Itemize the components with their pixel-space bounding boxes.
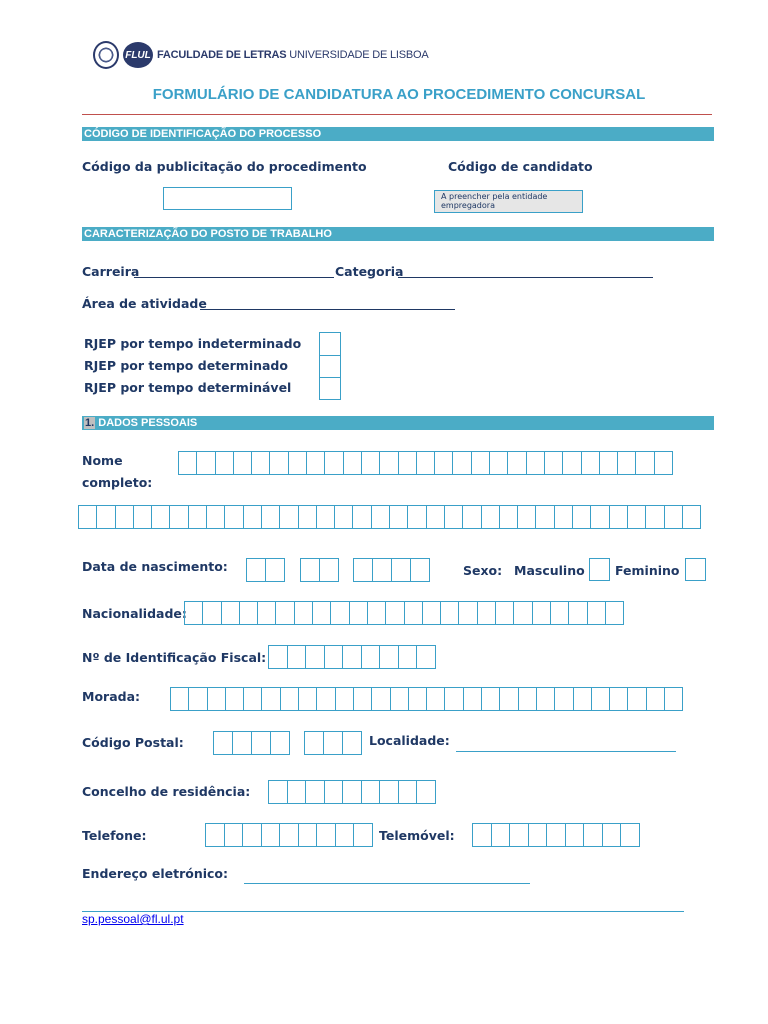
char-cell[interactable] [261, 687, 280, 711]
full-name-row2[interactable] [78, 505, 700, 529]
char-cell[interactable] [587, 601, 606, 625]
nationality-label: Nacionalidade: [82, 606, 187, 621]
char-cell[interactable] [352, 505, 371, 529]
char-cell[interactable] [133, 505, 152, 529]
tax-id-label: Nº de Identificação Fiscal: [82, 650, 267, 665]
char-cell[interactable] [279, 823, 299, 847]
char-cell[interactable] [517, 505, 536, 529]
char-cell[interactable] [371, 505, 390, 529]
char-cell[interactable] [654, 451, 673, 475]
char-cell[interactable] [573, 687, 592, 711]
char-cell[interactable] [481, 687, 500, 711]
char-cell[interactable] [408, 687, 427, 711]
char-cell[interactable] [304, 731, 324, 755]
category-label: Categoria [335, 264, 404, 279]
char-cell[interactable] [489, 451, 508, 475]
char-cell[interactable] [462, 505, 481, 529]
char-cell[interactable] [532, 601, 551, 625]
char-cell[interactable] [251, 451, 270, 475]
address-label: Morada: [82, 689, 141, 704]
char-cell[interactable] [440, 601, 459, 625]
phone-cells[interactable] [205, 823, 372, 847]
career-label: Carreira [82, 264, 140, 279]
char-cell[interactable] [526, 451, 545, 475]
char-cell[interactable] [599, 451, 618, 475]
male-label: Masculino [514, 563, 585, 578]
contract-option-determinate: RJEP por tempo determinado [84, 358, 288, 373]
birth-month-cells[interactable] [300, 558, 338, 582]
char-cell[interactable] [609, 505, 628, 529]
char-cell[interactable] [410, 558, 430, 582]
locality-input[interactable] [456, 751, 676, 752]
postal-code-label: Código Postal: [82, 735, 184, 750]
char-cell[interactable] [458, 601, 477, 625]
char-cell[interactable] [550, 601, 569, 625]
birth-date-label: Data de nascimento: [82, 559, 228, 574]
char-cell[interactable] [287, 645, 307, 669]
university-seal-icon [93, 41, 119, 69]
char-cell[interactable] [544, 451, 563, 475]
section-title: DADOS PESSOAIS [98, 417, 198, 429]
char-cell[interactable] [224, 823, 244, 847]
char-cell[interactable] [306, 451, 325, 475]
mobile-label: Telemóvel: [379, 828, 455, 843]
char-cell[interactable] [416, 645, 436, 669]
char-cell[interactable] [391, 558, 411, 582]
career-input[interactable] [134, 277, 334, 278]
char-cell[interactable] [279, 505, 298, 529]
faculty-name-bold: FACULDADE DE LETRAS [157, 49, 287, 61]
char-cell[interactable] [509, 823, 529, 847]
nationality-cells[interactable] [184, 601, 623, 625]
char-cell[interactable] [257, 601, 276, 625]
char-cell[interactable] [471, 451, 490, 475]
char-cell[interactable] [568, 601, 587, 625]
char-cell[interactable] [205, 823, 225, 847]
char-cell[interactable] [481, 505, 500, 529]
char-cell[interactable] [246, 558, 266, 582]
char-cell[interactable] [583, 823, 603, 847]
char-cell[interactable] [169, 505, 188, 529]
char-cell[interactable] [513, 601, 532, 625]
char-cell[interactable] [390, 687, 409, 711]
email-input[interactable] [244, 883, 530, 884]
char-cell[interactable] [184, 601, 203, 625]
char-cell[interactable] [444, 687, 463, 711]
birth-day-cells[interactable] [246, 558, 284, 582]
char-cell[interactable] [300, 558, 320, 582]
form-title: FORMULÁRIO DE CANDIDATURA AO PROCEDIMENTO CONCURSAL [152, 86, 646, 103]
char-cell[interactable] [609, 687, 628, 711]
char-cell[interactable] [416, 451, 435, 475]
char-cell[interactable] [562, 451, 581, 475]
char-cell[interactable] [620, 823, 640, 847]
char-cell[interactable] [495, 601, 514, 625]
section-header-personal [82, 416, 714, 430]
candidate-code-label: Código de candidato [448, 159, 593, 174]
char-cell[interactable] [215, 451, 234, 475]
char-cell[interactable] [294, 601, 313, 625]
char-cell[interactable] [398, 451, 417, 475]
char-cell[interactable] [298, 687, 317, 711]
char-cell[interactable] [416, 780, 436, 804]
char-cell[interactable] [361, 645, 381, 669]
hr-email-link[interactable]: sp.pessoal@fl.ul.pt [82, 912, 184, 926]
char-cell[interactable] [499, 687, 518, 711]
char-cell[interactable] [268, 780, 288, 804]
char-cell[interactable] [472, 823, 492, 847]
faculty-logo [93, 40, 429, 70]
phone-label: Telefone: [82, 828, 147, 843]
mobile-cells[interactable] [472, 823, 639, 847]
tax-id-cells[interactable] [268, 645, 435, 669]
char-cell[interactable] [535, 505, 554, 529]
char-cell[interactable] [371, 687, 390, 711]
contract-option-indeterminate: RJEP por tempo indeterminado [84, 336, 302, 351]
char-cell[interactable] [265, 558, 285, 582]
char-cell[interactable] [444, 505, 463, 529]
char-cell[interactable] [361, 780, 381, 804]
char-cell[interactable] [324, 645, 344, 669]
char-cell[interactable] [554, 687, 573, 711]
char-cell[interactable] [261, 505, 280, 529]
char-cell[interactable] [178, 451, 197, 475]
char-cell[interactable] [572, 505, 591, 529]
char-cell[interactable] [316, 823, 336, 847]
char-cell[interactable] [206, 505, 225, 529]
char-cell[interactable] [288, 451, 307, 475]
char-cell[interactable] [242, 823, 262, 847]
char-cell[interactable] [239, 601, 258, 625]
char-cell[interactable] [324, 780, 344, 804]
char-cell[interactable] [565, 823, 585, 847]
char-cell[interactable] [335, 823, 355, 847]
char-cell[interactable] [617, 451, 636, 475]
municipality-cells[interactable] [268, 780, 435, 804]
char-cell[interactable] [305, 645, 325, 669]
category-input[interactable] [398, 277, 653, 278]
activity-area-input[interactable] [200, 309, 455, 310]
char-cell[interactable] [342, 731, 362, 755]
char-cell[interactable] [398, 780, 418, 804]
char-cell[interactable] [261, 823, 281, 847]
section-number: 1. [85, 417, 95, 429]
char-cell[interactable] [342, 645, 362, 669]
char-cell[interactable] [404, 601, 423, 625]
char-cell[interactable] [312, 601, 331, 625]
char-cell[interactable] [334, 505, 353, 529]
faculty-name-regular: UNIVERSIDADE DE LISBOA [289, 49, 429, 61]
char-cell[interactable] [316, 687, 335, 711]
char-cell[interactable] [319, 558, 339, 582]
char-cell[interactable] [379, 451, 398, 475]
char-cell[interactable] [305, 780, 325, 804]
char-cell[interactable] [232, 731, 252, 755]
char-cell[interactable] [635, 451, 654, 475]
candidate-code-field: A preencher pela entidade empregadora [434, 190, 583, 213]
contract-checkbox-indeterminate[interactable] [319, 332, 341, 356]
char-cell[interactable] [268, 645, 288, 669]
char-cell[interactable] [398, 645, 418, 669]
female-label: Feminino [615, 563, 680, 578]
char-cell[interactable] [270, 731, 290, 755]
char-cell[interactable] [361, 451, 380, 475]
full-name-label-line2: completo: [82, 475, 153, 490]
char-cell[interactable] [518, 687, 537, 711]
char-cell[interactable] [646, 687, 665, 711]
title-divider [82, 114, 712, 115]
char-cell[interactable] [349, 601, 368, 625]
char-cell[interactable] [170, 687, 189, 711]
char-cell[interactable] [298, 823, 318, 847]
postal-code-suffix-cells[interactable] [304, 731, 361, 755]
char-cell[interactable] [316, 505, 335, 529]
char-cell[interactable] [605, 601, 624, 625]
char-cell[interactable] [591, 687, 610, 711]
female-checkbox[interactable] [685, 558, 706, 581]
char-cell[interactable] [664, 505, 683, 529]
char-cell[interactable] [188, 687, 207, 711]
char-cell[interactable] [645, 505, 664, 529]
char-cell[interactable] [507, 451, 526, 475]
char-cell[interactable] [367, 601, 386, 625]
char-cell[interactable] [298, 505, 317, 529]
char-cell[interactable] [491, 823, 511, 847]
full-name-label-line1: Nome [82, 453, 123, 468]
char-cell[interactable] [335, 687, 354, 711]
char-cell[interactable] [463, 687, 482, 711]
char-cell[interactable] [96, 505, 115, 529]
full-name-row1[interactable] [178, 451, 672, 475]
publication-code-input[interactable] [163, 187, 292, 210]
char-cell[interactable] [590, 505, 609, 529]
contract-checkbox-determinable[interactable] [319, 377, 341, 400]
char-cell[interactable] [664, 687, 683, 711]
char-cell[interactable] [324, 451, 343, 475]
char-cell[interactable] [546, 823, 566, 847]
char-cell[interactable] [379, 645, 399, 669]
sex-label: Sexo: [463, 563, 503, 578]
char-cell[interactable] [225, 687, 244, 711]
char-cell[interactable] [353, 823, 373, 847]
char-cell[interactable] [407, 505, 426, 529]
char-cell[interactable] [202, 601, 221, 625]
char-cell[interactable] [385, 601, 404, 625]
char-cell[interactable] [627, 687, 646, 711]
char-cell[interactable] [372, 558, 392, 582]
char-cell[interactable] [353, 558, 373, 582]
char-cell[interactable] [151, 505, 170, 529]
contract-checkbox-determinate[interactable] [319, 355, 341, 378]
char-cell[interactable] [426, 687, 445, 711]
char-cell[interactable] [353, 687, 372, 711]
section-header-process: CÓDIGO DE IDENTIFICAÇÃO DO PROCESSO [82, 127, 714, 141]
email-label: Endereço eletrónico: [82, 866, 229, 881]
char-cell[interactable] [243, 505, 262, 529]
char-cell[interactable] [536, 687, 555, 711]
char-cell[interactable] [581, 451, 600, 475]
municipality-label: Concelho de residência: [82, 784, 251, 799]
char-cell[interactable] [188, 505, 207, 529]
char-cell[interactable] [343, 451, 362, 475]
char-cell[interactable] [554, 505, 573, 529]
char-cell[interactable] [224, 505, 243, 529]
char-cell[interactable] [275, 601, 294, 625]
char-cell[interactable] [269, 451, 288, 475]
char-cell[interactable] [323, 731, 343, 755]
char-cell[interactable] [251, 731, 271, 755]
male-checkbox[interactable] [589, 558, 610, 581]
address-cells[interactable] [170, 687, 682, 711]
char-cell[interactable] [477, 601, 496, 625]
char-cell[interactable] [422, 601, 441, 625]
char-cell[interactable] [287, 780, 307, 804]
char-cell[interactable] [221, 601, 240, 625]
char-cell[interactable] [330, 601, 349, 625]
char-cell[interactable] [280, 687, 299, 711]
char-cell[interactable] [499, 505, 518, 529]
char-cell[interactable] [389, 505, 408, 529]
char-cell[interactable] [426, 505, 445, 529]
char-cell[interactable] [115, 505, 134, 529]
char-cell[interactable] [528, 823, 548, 847]
publication-code-label: Código da publicitação do procedimento [82, 159, 367, 174]
char-cell[interactable] [342, 780, 362, 804]
flul-badge: FLUL [123, 42, 153, 68]
birth-year-cells[interactable] [353, 558, 429, 582]
char-cell[interactable] [196, 451, 215, 475]
postal-code-prefix-cells[interactable] [213, 731, 289, 755]
char-cell[interactable] [243, 687, 262, 711]
char-cell[interactable] [627, 505, 646, 529]
char-cell[interactable] [213, 731, 233, 755]
char-cell[interactable] [434, 451, 453, 475]
char-cell[interactable] [207, 687, 226, 711]
char-cell[interactable] [78, 505, 97, 529]
contract-option-determinable: RJEP por tempo determinável [84, 380, 292, 395]
faculty-name [157, 49, 429, 61]
locality-label: Localidade: [369, 733, 450, 748]
section-header-job: CARACTERIZAÇÃO DO POSTO DE TRABALHO [82, 227, 714, 241]
char-cell[interactable] [682, 505, 701, 529]
char-cell[interactable] [602, 823, 622, 847]
activity-area-label: Área de atividade [82, 296, 207, 311]
char-cell[interactable] [233, 451, 252, 475]
char-cell[interactable] [379, 780, 399, 804]
char-cell[interactable] [452, 451, 471, 475]
